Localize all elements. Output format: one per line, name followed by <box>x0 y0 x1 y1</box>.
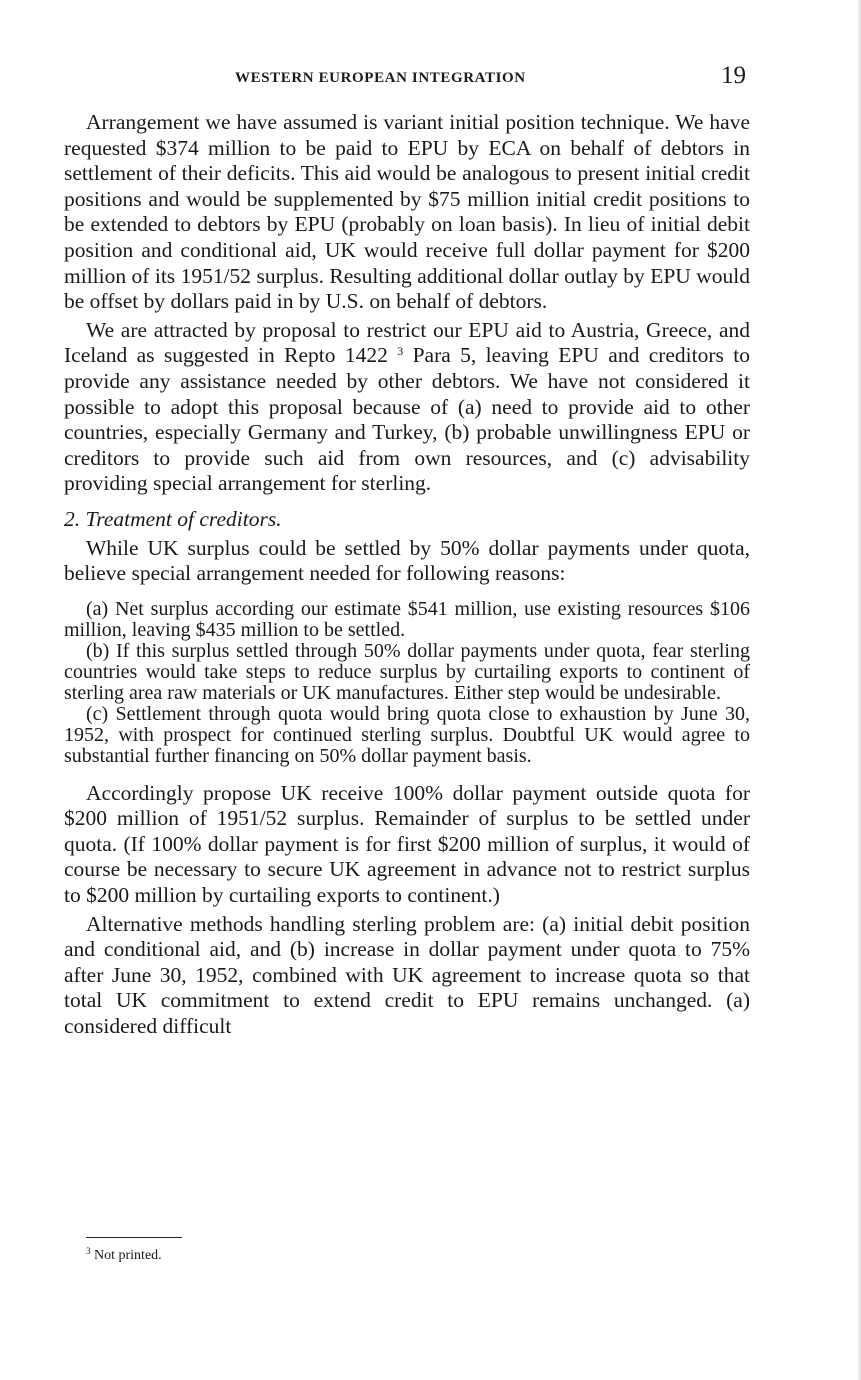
page-edge-shadow <box>857 0 861 1380</box>
paragraph-arrangement: Arrangement we have assumed is variant initial position technique. We have requested $374 million to be paid to EPU by ECA on behalf of debtors in settlement of their deficits. This aid would be analogous to present initial credit positions and would be supplemented by $75 million initial credit positions to be extended to debtors by EPU (probably on loan basis). In lieu of initial debit position and conditional aid, UK would receive full dollar payment for $200 million of its 1951/52 surplus. Resulting additional dollar outlay by EPU would be offset by dollars paid in by U.S. on behalf of debtors. <box>64 110 750 314</box>
paragraph-epu-aid-text-1: We are attracted by proposal to restrict our EPU aid to Austria, Greece, and Iceland as suggested in Repto 1422 <box>64 317 750 368</box>
footnote-marker: 3 <box>86 1246 91 1256</box>
section-number: 2. <box>64 506 81 531</box>
reasons-list <box>64 599 750 767</box>
footnote-reference: 3 <box>397 344 404 359</box>
paragraph-uk-surplus: While UK surplus could be settled by 50% dollar payments under quota, believe special arrangement needed for following reasons: <box>64 535 750 586</box>
list-item: (a) Net surplus according our estimate $541 million, use existing resources $106 million, leaving $435 million to be settled. <box>64 597 750 641</box>
running-title: WESTERN EUROPEAN INTEGRATION <box>235 70 526 86</box>
paragraph-epu-aid <box>64 318 750 497</box>
page-number: 19 <box>721 62 746 89</box>
section-heading <box>64 507 750 533</box>
section-title: Treatment of creditors. <box>85 506 282 531</box>
footnote <box>86 1248 162 1264</box>
footnote-text: Not printed. <box>94 1248 162 1263</box>
paragraph-alternatives: Alternative methods handling sterling problem are: (a) initial debit position and conditional aid, and (b) increase in dollar payment under quota to 75% after June 30, 1952, combined with UK agreement to increase quota so that total UK commitment to extend credit to EPU remains unchanged. (a) considered difficult <box>64 911 750 1039</box>
footnote-divider <box>86 1237 182 1238</box>
paragraph-proposal: Accordingly propose UK receive 100% dollar payment outside quota for $200 million of 1951/52 surplus. Remainder of surplus to be settled under quota. (If 100% dollar payment is for first $200 million of surplus, it would of course be necessary to secure UK agreement in advance not to restrict surplus to $200 million by curtailing exports to continent.) <box>64 780 750 908</box>
paragraph-epu-aid-text-2: Para 5, leaving EPU and creditors to provide any assistance needed by other debtors. We have not considered it possible to adopt this proposal because of (a) need to provide aid to other countries, especially Germany and Turkey, (b) probable unwillingness EPU or creditors to provide such aid from own resources, and (c) advisability providing special arrangement for sterling. <box>64 343 750 496</box>
list-item: (b) If this surplus settled through 50% dollar payments under quota, fear sterling countries would take steps to reduce surplus by curtailing exports to continent of sterling area raw materials or UK manufactures. Either step would be undesirable. <box>64 639 750 704</box>
list-item: (c) Settlement through quota would bring quota close to exhaustion by June 30, 1952, with prospect for continued sterling surplus. Doubtful UK would agree to substantial further financing on 50% dollar payment basis. <box>64 702 750 767</box>
document-page <box>64 0 750 1380</box>
page-body <box>64 110 750 1040</box>
page-header <box>64 58 750 92</box>
